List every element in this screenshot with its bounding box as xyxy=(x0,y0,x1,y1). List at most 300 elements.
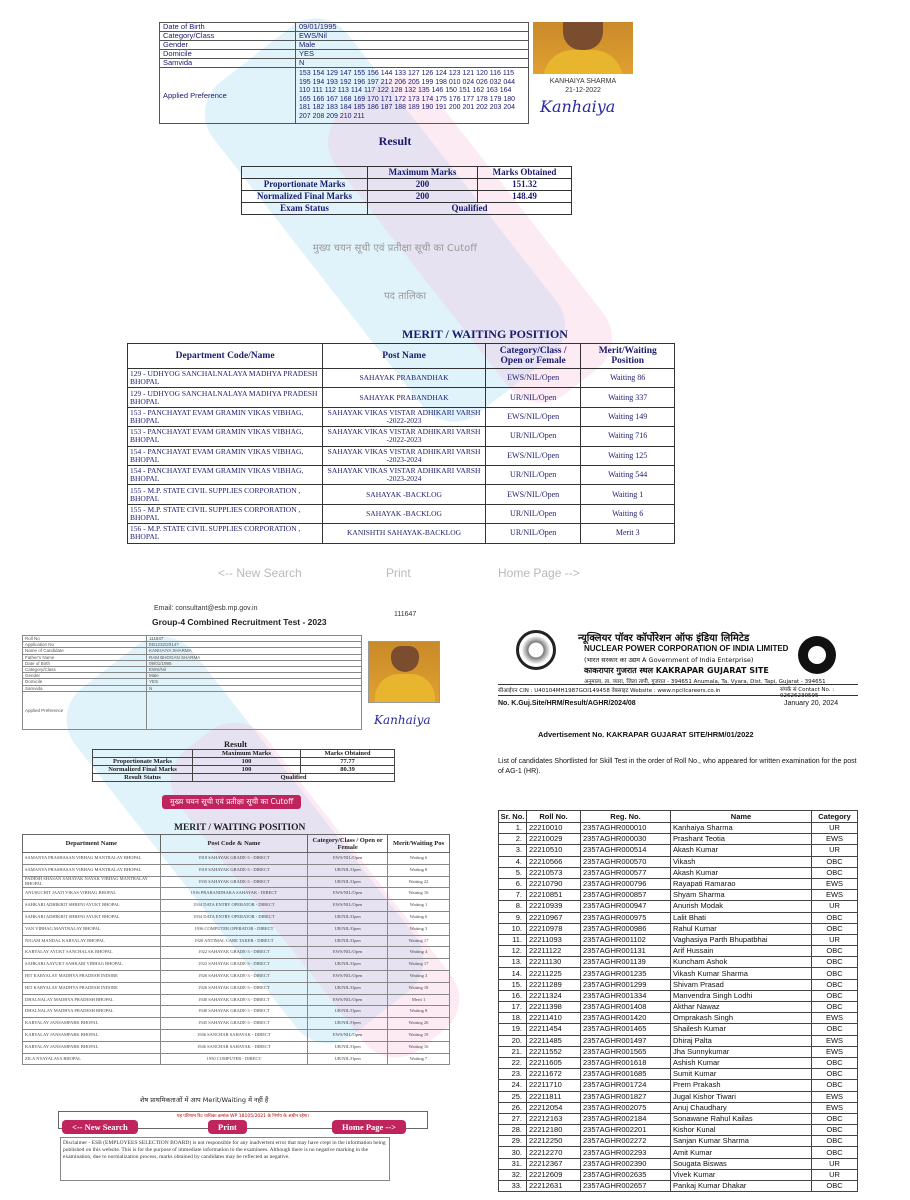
reg-no-cell: 2357AGHR002201 xyxy=(581,1125,671,1136)
merit-row xyxy=(23,1006,450,1018)
position-cell: Waiting 125 xyxy=(581,446,675,465)
candidate-info-table xyxy=(159,22,529,124)
table-row xyxy=(499,979,858,990)
info-value: YES xyxy=(147,679,362,685)
category-cell: EWS/NIL/Open xyxy=(308,970,388,982)
category-cell: UR/NIL/Open xyxy=(485,427,581,446)
merit-title: MERIT / WAITING POSITION xyxy=(402,327,568,341)
sr-no-cell: 13. xyxy=(499,957,527,968)
roll-no-cell: 22210573 xyxy=(527,867,581,878)
name-cell: Sougata Biswas xyxy=(671,1158,812,1169)
reg-no-cell: 2357AGHR000975 xyxy=(581,912,671,923)
name-cell: Shyam Sharma xyxy=(671,890,812,901)
post-cell: 1945 SAHAYAK GRADE-3 - DIRECT xyxy=(160,1018,308,1030)
category-cell: EWS/NIL/Open xyxy=(308,947,388,959)
reg-no-cell: 2357AGHR002635 xyxy=(581,1169,671,1180)
result-obtained: 80.39 xyxy=(301,766,395,774)
post-cell: SAHAYAK -BACKLOG xyxy=(323,504,486,523)
reg-no-cell: 2357AGHR001139 xyxy=(581,957,671,968)
merit-row xyxy=(23,888,450,900)
info-label: Domicile xyxy=(160,50,296,59)
marks-obtained-header: Marks Obtained xyxy=(478,167,572,179)
roll-number: 111647 xyxy=(394,611,417,618)
position-cell: Waiting 6 xyxy=(388,911,450,923)
result-max: 200 xyxy=(368,179,478,191)
merit-row xyxy=(23,994,450,1006)
col-header: Department Code/Name xyxy=(128,344,323,369)
col-header: Department Name xyxy=(23,835,161,853)
post-cell: 1926 SAHAYAK GRADE-3 - DIRECT xyxy=(160,970,308,982)
department-cell: 153 - PANCHAYAT EVAM GRAMIN VIKAS VIBHAG, BHOPAL xyxy=(128,427,323,446)
name-cell: Pankaj Kumar Dhakar xyxy=(671,1181,812,1192)
department-cell: 154 - PANCHAYAT EVAM GRAMIN VIKAS VIBHAG, BHOPAL xyxy=(128,465,323,484)
name-cell: Jha Sunnykumar xyxy=(671,1046,812,1057)
department-cell: ANUSUCHIT JAATI VIKAS VIBHAG BHOPAL xyxy=(23,888,161,900)
roll-no-cell: 22211672 xyxy=(527,1069,581,1080)
reg-no-cell: 2357AGHR002293 xyxy=(581,1147,671,1158)
info-value: EB1232/2014? xyxy=(147,642,362,648)
reg-no-cell: 2357AGHR000010 xyxy=(581,823,671,834)
reg-no-cell: 2357AGHR000030 xyxy=(581,834,671,845)
name-cell: Shivam Prasad xyxy=(671,979,812,990)
site-name: काकरापार गुजरात स्थल KAKRAPAR GUJARAT SITE xyxy=(584,666,769,675)
table-row xyxy=(499,1102,858,1113)
name-cell: Rahul Kumar xyxy=(671,923,812,934)
sr-no-cell: 29. xyxy=(499,1136,527,1147)
exam-title: Group-4 Combined Recruitment Test - 2023 xyxy=(152,617,327,627)
department-cell: 156 - M.P. STATE CIVIL SUPPLIES CORPORATION , BHOPAL xyxy=(128,524,323,543)
department-cell: KARYALAY AYUKT SANCHALAK BHOPAL xyxy=(23,947,161,959)
category-cell: UR xyxy=(812,823,858,834)
info-label: Samvida xyxy=(23,685,147,691)
merit-row xyxy=(23,1029,450,1041)
home-page-button[interactable]: Home Page --> xyxy=(332,1120,406,1134)
org-name-english: NUCLEAR POWER CORPORATION OF INDIA LIMITED xyxy=(584,644,789,653)
sr-no-cell: 16. xyxy=(499,990,527,1001)
info-value: 09/01/1995 xyxy=(296,23,529,32)
position-cell: Waiting 18 xyxy=(388,982,450,994)
department-cell: 154 - PANCHAYAT EVAM GRAMIN VIKAS VIBHAG, BHOPAL xyxy=(128,446,323,465)
department-cell: HIT KARYALAY MADHYA PRADESH INDORE xyxy=(23,970,161,982)
roll-no-cell: 22211485 xyxy=(527,1035,581,1046)
info-value: N xyxy=(296,59,529,68)
info-row xyxy=(160,23,529,32)
table-row xyxy=(499,968,858,979)
result-table xyxy=(241,166,572,215)
info-label: Application No xyxy=(23,642,147,648)
category-cell: EWS/NIL/Open xyxy=(308,853,388,865)
table-row xyxy=(499,1080,858,1091)
reg-no-cell: 2357AGHR001299 xyxy=(581,979,671,990)
merit-row xyxy=(23,970,450,982)
merit-row xyxy=(23,876,450,888)
exam-status-value: Qualified xyxy=(368,203,572,215)
sr-no-cell: 31. xyxy=(499,1158,527,1169)
category-cell: UR/NIL/Open xyxy=(308,876,388,888)
reg-no-cell: 2357AGHR002272 xyxy=(581,1136,671,1147)
name-cell: Akash Kumar xyxy=(671,845,812,856)
cutoff-link[interactable]: मुख्य चयन सूची एवं प्रतीक्षा सूची का Cutoff xyxy=(312,243,478,254)
position-cell: Waiting 3 xyxy=(388,923,450,935)
sr-no-cell: 20. xyxy=(499,1035,527,1046)
category-cell: UR/NIL/Open xyxy=(308,982,388,994)
roll-no-cell: 22212180 xyxy=(527,1125,581,1136)
info-row xyxy=(160,59,529,68)
position-cell: Waiting 22 xyxy=(388,876,450,888)
merit-row xyxy=(128,504,675,523)
sr-no-cell: 28. xyxy=(499,1125,527,1136)
notice-paragraph: List of candidates Shortlisted for Skill Test in the order of Roll No., who appeared for written examination for the post of AG-1 (HR). xyxy=(498,758,857,775)
info-value: 111647 xyxy=(147,636,362,642)
notice-date: January 20, 2024 xyxy=(784,700,839,707)
post-cell: 1916 PRABANDHAKA SAHAYAK - DIRECT xyxy=(160,888,308,900)
position-cell: Waiting 26 xyxy=(388,1018,450,1030)
table-row xyxy=(499,845,858,856)
sr-no-cell: 25. xyxy=(499,1091,527,1102)
max-marks-header: Maximum Marks xyxy=(368,167,478,179)
category-cell: OBC xyxy=(812,1057,858,1068)
info-label: Gender xyxy=(160,41,296,50)
roll-no-cell: 22210010 xyxy=(527,823,581,834)
post-cell: 1920 ANTIMAL CARE TAKER - DIRECT xyxy=(160,935,308,947)
sr-no-cell: 5. xyxy=(499,867,527,878)
info-value: Male xyxy=(296,41,529,50)
roll-no-cell: 22212270 xyxy=(527,1147,581,1158)
merit-row xyxy=(23,853,450,865)
esb-result-card xyxy=(130,22,657,582)
merit-row xyxy=(128,427,675,446)
post-cell: SAHAYAK VIKAS VISTAR ADHIKARI VARSH -2022-2023 xyxy=(323,427,486,446)
roll-no-cell: 22212054 xyxy=(527,1102,581,1113)
position-cell: Waiting 17 xyxy=(388,959,450,971)
info-label: Roll No xyxy=(23,636,147,642)
department-cell: ZILA NYAYALAYA BHOPAL xyxy=(23,1053,161,1065)
category-cell: OBC xyxy=(812,979,858,990)
department-cell: NIGAM MANDAL KARYALAY BHOPAL xyxy=(23,935,161,947)
photo-date: 21-12-2022 xyxy=(565,87,601,94)
merit-row xyxy=(128,369,675,388)
category-cell: UR/NIL/Open xyxy=(308,864,388,876)
reg-no-cell: 2357AGHR000857 xyxy=(581,890,671,901)
sr-no-cell: 9. xyxy=(499,912,527,923)
position-cell: Waiting 337 xyxy=(581,388,675,407)
reg-no-cell: 2357AGHR002075 xyxy=(581,1102,671,1113)
org-subtitle: (भारत सरकार का उद्यम A Government of India Enterprise) xyxy=(584,656,754,664)
result-max: 100 xyxy=(193,758,301,766)
roll-no-cell: 22211398 xyxy=(527,1002,581,1013)
roll-no-cell: 22210029 xyxy=(527,834,581,845)
department-cell: KARYALAY JANSAMPARK BHOPAL xyxy=(23,1029,161,1041)
name-cell: Kishor Kunal xyxy=(671,1125,812,1136)
reg-no-cell: 2357AGHR001685 xyxy=(581,1069,671,1080)
position-cell: Waiting 1 xyxy=(388,900,450,912)
reg-no-cell: 2357AGHR000796 xyxy=(581,878,671,889)
applied-preference-value: 153 154 129 147 155 156 144 133 127 126 124 123 121 120 116 115 195 194 193 192 196 197 212 206 205 199 198 010 024 026 032 044 110 111 112 113 114 117 122 128 132 135 146 150 151 162 163 164 165 166 167 168 169 170 171 172 173 174 175 176 177 178 179 180 181 182 183 184 185 186 187 188 189 190 191 200 201 202 203 204 207 208 209 210 211 xyxy=(296,68,529,124)
sr-no-cell: 22. xyxy=(499,1057,527,1068)
position-cell: Waiting 4 xyxy=(388,947,450,959)
new-search-link[interactable]: <-- New Search xyxy=(218,566,302,580)
merit-row xyxy=(23,923,450,935)
table-row xyxy=(499,878,858,889)
remaining-preferences-note: शेष प्राथमिकताओं में आप Merit/Waiting में नहीं हैं xyxy=(140,1096,269,1104)
position-cell: Waiting 16 xyxy=(388,888,450,900)
name-cell: Dhiraj Palta xyxy=(671,1035,812,1046)
info-row xyxy=(23,691,362,729)
table-row xyxy=(499,834,858,845)
department-cell: DHALNALAY MADHYA PRADESH BHOPAL xyxy=(23,994,161,1006)
department-cell: 155 - M.P. STATE CIVIL SUPPLIES CORPORATION , BHOPAL xyxy=(128,504,323,523)
name-cell: Kuncham Ashok xyxy=(671,957,812,968)
info-label: Category/Class xyxy=(160,32,296,41)
home-page-link[interactable]: Home Page --> xyxy=(498,566,580,580)
site-logo-icon xyxy=(798,636,836,674)
roll-no-cell: 22210978 xyxy=(527,923,581,934)
sr-no-cell: 3. xyxy=(499,845,527,856)
result-title: Result xyxy=(224,739,248,749)
category-cell: EWS/NIL/Open xyxy=(308,900,388,912)
post-cell: 1922 SAHAYAK GRADE-3 - DIRECT xyxy=(160,947,308,959)
category-cell: OBC xyxy=(812,946,858,957)
category-cell: EWS xyxy=(812,1035,858,1046)
info-label: Name of Candidate xyxy=(23,648,147,654)
post-cell: 1946 SANCHAR SAHAYAK - DIRECT xyxy=(160,1041,308,1053)
category-cell: UR/NIL/Open xyxy=(308,923,388,935)
roll-no-cell: 22212163 xyxy=(527,1113,581,1124)
post-cell: 1918 SAHAYAK GRADE-3 - DIRECT xyxy=(160,853,308,865)
category-cell: UR/NIL/Open xyxy=(308,1006,388,1018)
post-cell: 1935 SAHAYAK GRADE-3 - DIRECT xyxy=(160,876,308,888)
sr-no-cell: 18. xyxy=(499,1013,527,1024)
merit-row xyxy=(23,982,450,994)
result-max: 200 xyxy=(368,191,478,203)
roll-no-cell: 22212631 xyxy=(527,1181,581,1192)
info-label: Applied Preference xyxy=(23,691,147,729)
post-cell: KANISHTH SAHAYAK-BACKLOG xyxy=(323,524,486,543)
position-cell: Waiting 8 xyxy=(388,1006,450,1018)
category-cell: UR/NIL/Open xyxy=(308,911,388,923)
name-cell: Omprakash Singh xyxy=(671,1013,812,1024)
court-notice: यह परिणाम रिट याचिका क्रमांक WP 18105/2021 के निर्णय के अधीन रहेगा। xyxy=(58,1111,428,1129)
name-cell: Sanjan Kumar Sharma xyxy=(671,1136,812,1147)
name-cell: Vikash xyxy=(671,856,812,867)
position-cell: Waiting 16 xyxy=(388,1041,450,1053)
info-row xyxy=(160,32,529,41)
reg-no-cell: 2357AGHR001724 xyxy=(581,1080,671,1091)
category-cell: EWS/NIL/Open xyxy=(485,369,581,388)
info-value: RAM BHOGAN SHARMA xyxy=(147,654,362,660)
roll-no-cell: 22211710 xyxy=(527,1080,581,1091)
merit-row xyxy=(23,947,450,959)
info-value: EWS/Nil xyxy=(296,32,529,41)
merit-row xyxy=(128,465,675,484)
roll-no-cell: 22211289 xyxy=(527,979,581,990)
category-cell: EWS xyxy=(812,878,858,889)
category-cell: OBC xyxy=(812,1024,858,1035)
roll-no-cell: 22211552 xyxy=(527,1046,581,1057)
roll-no-cell: 22212250 xyxy=(527,1136,581,1147)
name-cell: Ashish Kumar xyxy=(671,1057,812,1068)
post-cell: 1940 SAHAYAK GRADE-3 - DIRECT xyxy=(160,1006,308,1018)
info-label: Date of Birth xyxy=(23,660,147,666)
category-cell: EWS xyxy=(812,1013,858,1024)
category-cell: UR/NIL/Open xyxy=(485,465,581,484)
result-status-value: Qualified xyxy=(193,774,395,782)
sr-no-cell: 17. xyxy=(499,1002,527,1013)
name-cell: Vivek Kumar xyxy=(671,1169,812,1180)
category-cell: UR xyxy=(812,901,858,912)
roll-no-cell: 22211122 xyxy=(527,946,581,957)
table-row xyxy=(499,1057,858,1068)
table-row xyxy=(499,1091,858,1102)
table-row xyxy=(499,856,858,867)
roll-no-cell: 22211130 xyxy=(527,957,581,968)
merit-row xyxy=(23,900,450,912)
reg-no-cell: 2357AGHR001334 xyxy=(581,990,671,1001)
post-cell: 1946 SANCHAR SAHAYAK - DIRECT xyxy=(160,1029,308,1041)
position-cell: Waiting 149 xyxy=(581,407,675,426)
result-title: Result xyxy=(378,134,412,148)
shortlist-table xyxy=(498,810,858,1192)
print-button[interactable]: Print xyxy=(208,1120,247,1134)
name-cell: Sonawane Rahul Kailas xyxy=(671,1113,812,1124)
col-header: Category/Class / Open or Female xyxy=(485,344,581,369)
contact-number: संपर्क सं Contact No. : 02626230595 xyxy=(780,687,835,699)
sr-no-cell: 6. xyxy=(499,878,527,889)
reg-no-cell: 2357AGHR001420 xyxy=(581,1013,671,1024)
table-row xyxy=(499,1125,858,1136)
post-cell: SAHAYAK PRABANDHAK xyxy=(323,369,486,388)
department-cell: 155 - M.P. STATE CIVIL SUPPLIES CORPORATION , BHOPAL xyxy=(128,485,323,504)
reg-no-cell: 2357AGHR001827 xyxy=(581,1091,671,1102)
post-cell: SAHAYAK VIKAS VISTAR ADHIKARI VARSH -2023-2024 xyxy=(323,446,486,465)
col-header: Sr. No. xyxy=(499,811,527,823)
roll-no-cell: 22211324 xyxy=(527,990,581,1001)
reg-no-cell: 2357AGHR001465 xyxy=(581,1024,671,1035)
category-cell: EWS/NIL/Open xyxy=(485,446,581,465)
roll-no-cell: 22211605 xyxy=(527,1057,581,1068)
roll-no-cell: 22212609 xyxy=(527,1169,581,1180)
position-cell: Waiting 86 xyxy=(581,369,675,388)
category-cell: UR/NIL/Open xyxy=(308,935,388,947)
info-label: Category/Class xyxy=(23,666,147,672)
reg-no-cell: 2357AGHR001565 xyxy=(581,1046,671,1057)
merit-row xyxy=(128,446,675,465)
post-table-link[interactable]: पद तालिका xyxy=(383,291,427,302)
name-cell: Akash Kumar xyxy=(671,867,812,878)
name-cell: Shailesh Kumar xyxy=(671,1024,812,1035)
merit-row xyxy=(128,388,675,407)
name-cell: Akthar Nawaz xyxy=(671,1002,812,1013)
roll-no-cell: 22212367 xyxy=(527,1158,581,1169)
roll-no-cell: 22210566 xyxy=(527,856,581,867)
result-obtained: 151.32 xyxy=(478,179,572,191)
npcil-logo-icon xyxy=(516,630,556,670)
name-cell: Sumit Kumar xyxy=(671,1069,812,1080)
position-cell: Waiting 6 xyxy=(388,853,450,865)
merit-row xyxy=(23,935,450,947)
result-status-label: Result Status xyxy=(93,774,193,782)
table-row xyxy=(499,1002,858,1013)
post-cell: SAHAYAK -BACKLOG xyxy=(323,485,486,504)
category-cell: EWS/NIL/Open xyxy=(308,994,388,1006)
name-cell: Kanhaiya Sharma xyxy=(671,823,812,834)
department-cell: PADESH SHASAN SAHAYAK NAYAK VIBHAG MANTRALAY BHOPAL xyxy=(23,876,161,888)
print-link[interactable]: Print xyxy=(386,566,411,580)
category-cell: UR xyxy=(812,934,858,945)
department-cell: SAMANYA PRASHASAN VIBHAG MANTRALAY BHOPAL xyxy=(23,864,161,876)
cutoff-button[interactable]: मुख्य चयन सूची एवं प्रतीक्षा सूची का Cutoff xyxy=(162,795,301,809)
col-header: Name xyxy=(671,811,812,823)
reg-no-cell: 2357AGHR001131 xyxy=(581,946,671,957)
name-cell: Arif Hussain xyxy=(671,946,812,957)
category-cell: OBC xyxy=(812,1002,858,1013)
department-cell: SAHKARI ADHIKRIT SHRENI AYUKT BHOPAL xyxy=(23,911,161,923)
post-cell: 1923 SAHAYAK GRADE-3 - DIRECT xyxy=(160,959,308,971)
sr-no-cell: 15. xyxy=(499,979,527,990)
category-cell: OBC xyxy=(812,1181,858,1192)
info-row xyxy=(160,68,529,124)
reg-no-cell: 2357AGHR002657 xyxy=(581,1181,671,1192)
name-cell: Vaghasiya Parth Bhupatbhai xyxy=(671,934,812,945)
department-cell: KARYALAY JANSAMPARK BHOPAL xyxy=(23,1018,161,1030)
result-table xyxy=(92,749,395,782)
category-cell: UR xyxy=(812,1158,858,1169)
post-cell: 1950 COMPUTER - DIRECT xyxy=(160,1053,308,1065)
info-value: N xyxy=(147,685,362,691)
reg-no-cell: 2357AGHR000986 xyxy=(581,923,671,934)
position-cell: Waiting 17 xyxy=(388,935,450,947)
candidate-signature: Kanhaiya xyxy=(540,97,616,116)
sr-no-cell: 2. xyxy=(499,834,527,845)
result-label: Normalized Final Marks xyxy=(93,766,193,774)
result-obtained: 148.49 xyxy=(478,191,572,203)
info-row xyxy=(160,50,529,59)
category-cell: EWS/NIL/Open xyxy=(485,485,581,504)
reg-no-cell: 2357AGHR001408 xyxy=(581,1002,671,1013)
category-cell: OBC xyxy=(812,1125,858,1136)
category-cell: UR/NIL/Open xyxy=(308,959,388,971)
name-cell: Lalit Bhati xyxy=(671,912,812,923)
candidate-signature: Kanhaiya xyxy=(374,713,431,727)
position-cell: Waiting 6 xyxy=(581,504,675,523)
category-cell: UR/NIL/Open xyxy=(485,388,581,407)
roll-no-cell: 22211410 xyxy=(527,1013,581,1024)
roll-no-cell: 22211811 xyxy=(527,1091,581,1102)
new-search-button[interactable]: <-- New Search xyxy=(62,1120,138,1134)
table-row xyxy=(499,901,858,912)
merit-row xyxy=(128,485,675,504)
name-cell: Anuj Chaudhary xyxy=(671,1102,812,1113)
reg-no-cell: 2357AGHR001497 xyxy=(581,1035,671,1046)
category-cell: OBC xyxy=(812,867,858,878)
roll-no-cell: 22210939 xyxy=(527,901,581,912)
department-cell: 153 - PANCHAYAT EVAM GRAMIN VIKAS VIBHAG, BHOPAL xyxy=(128,407,323,426)
info-value: EWS/Nil xyxy=(147,666,362,672)
position-cell: Waiting 544 xyxy=(581,465,675,484)
category-cell: OBC xyxy=(812,990,858,1001)
category-cell: OBC xyxy=(812,1136,858,1147)
roll-no-cell: 22211225 xyxy=(527,968,581,979)
sr-no-cell: 12. xyxy=(499,946,527,957)
department-cell: SAHKARI AAYUKT SAHKARI VIBHAG BHOPAL xyxy=(23,959,161,971)
merit-row xyxy=(23,1018,450,1030)
reg-no-cell: 2357AGHR001102 xyxy=(581,934,671,945)
result-label: Proportionate Marks xyxy=(242,179,368,191)
category-cell: UR/NIL/Open xyxy=(485,504,581,523)
category-cell: OBC xyxy=(812,1147,858,1158)
sr-no-cell: 4. xyxy=(499,856,527,867)
roll-no-cell: 22210851 xyxy=(527,890,581,901)
